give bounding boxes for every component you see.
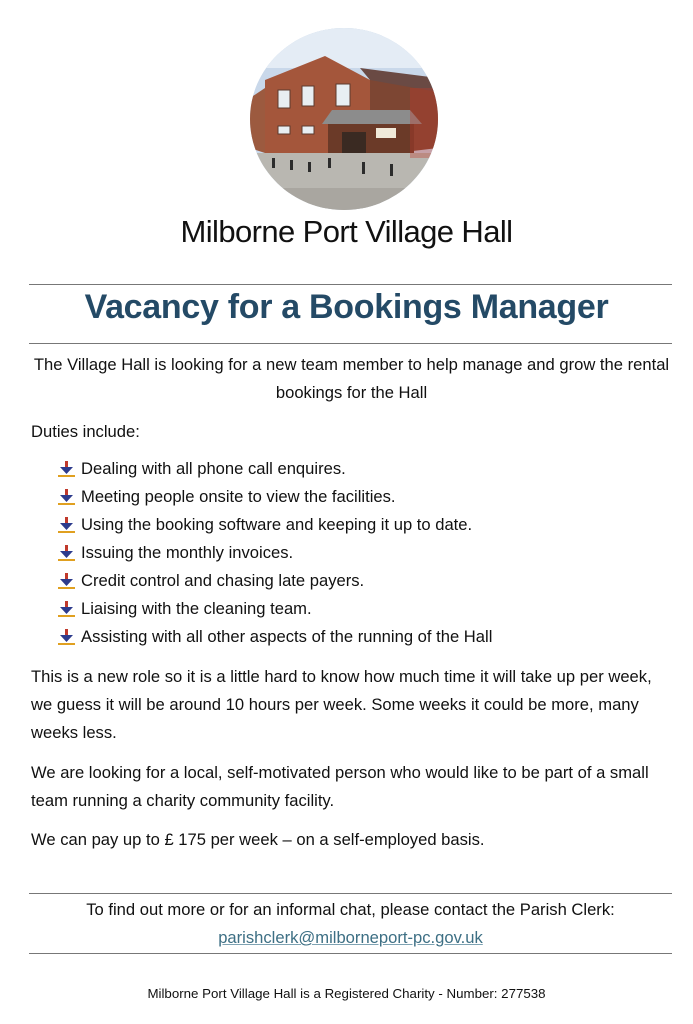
- duty-text: Issuing the monthly invoices.: [81, 543, 294, 562]
- duty-text: Meeting people onsite to view the facilities.: [81, 487, 396, 506]
- duty-text: Using the booking software and keeping it up to date.: [81, 515, 473, 534]
- hours-paragraph: This is a new role so it is a little hard to know how much time it will take up per week, we guess it will be around 10 hours per week. Some weeks it could be more, many weeks less.: [31, 667, 652, 742]
- divider-top: [29, 284, 672, 285]
- village-hall-illustration: [250, 28, 438, 210]
- arrow-down-bullet-icon: [58, 489, 75, 505]
- arrow-down-bullet-icon: [58, 629, 75, 645]
- arrow-down-bullet-icon: [58, 601, 75, 617]
- arrow-down-bullet-icon: [58, 517, 75, 533]
- divider-contact-bottom: [29, 953, 672, 954]
- pay-paragraph: We can pay up to £ 175 per week – on a self-employed basis.: [31, 830, 485, 849]
- contact-text: To find out more or for an informal chat, please contact the Parish Clerk:: [86, 900, 615, 919]
- arrow-down-bullet-icon: [58, 573, 75, 589]
- duty-item: [58, 455, 492, 483]
- duty-item: [58, 567, 492, 595]
- duty-item: [58, 539, 492, 567]
- arrow-down-bullet-icon: [58, 461, 75, 477]
- vacancy-title: Vacancy for a Bookings Manager: [84, 288, 609, 326]
- arrow-down-bullet-icon: [58, 545, 75, 561]
- duties-list: [58, 455, 492, 651]
- duty-item: [58, 511, 492, 539]
- duties-heading: Duties include:: [31, 422, 140, 441]
- divider-title: [29, 343, 672, 344]
- duty-item: [58, 483, 492, 511]
- duty-item: [58, 623, 492, 651]
- duty-text: Credit control and chasing late payers.: [81, 571, 365, 590]
- intro-text: The Village Hall is looking for a new team member to help manage and grow the rental bookings for the Hall: [33, 355, 670, 402]
- contact-section: [29, 896, 672, 952]
- hall-name-heading: Milborne Port Village Hall: [180, 214, 513, 249]
- duty-text: Assisting with all other aspects of the running of the Hall: [81, 627, 493, 646]
- email-link[interactable]: parishclerk@milborneport-pc.gov.uk: [218, 928, 483, 947]
- divider-contact-top: [29, 893, 672, 894]
- duty-item: [58, 595, 492, 623]
- village-hall-photo: [250, 28, 438, 210]
- charity-footer: Milborne Port Village Hall is a Registered Charity - Number: 277538: [147, 986, 546, 1001]
- duty-text: Liaising with the cleaning team.: [81, 599, 312, 618]
- duty-text: Dealing with all phone call enquires.: [81, 459, 346, 478]
- person-paragraph: We are looking for a local, self-motivated person who would like to be part of a small team running a charity community facility.: [31, 763, 649, 810]
